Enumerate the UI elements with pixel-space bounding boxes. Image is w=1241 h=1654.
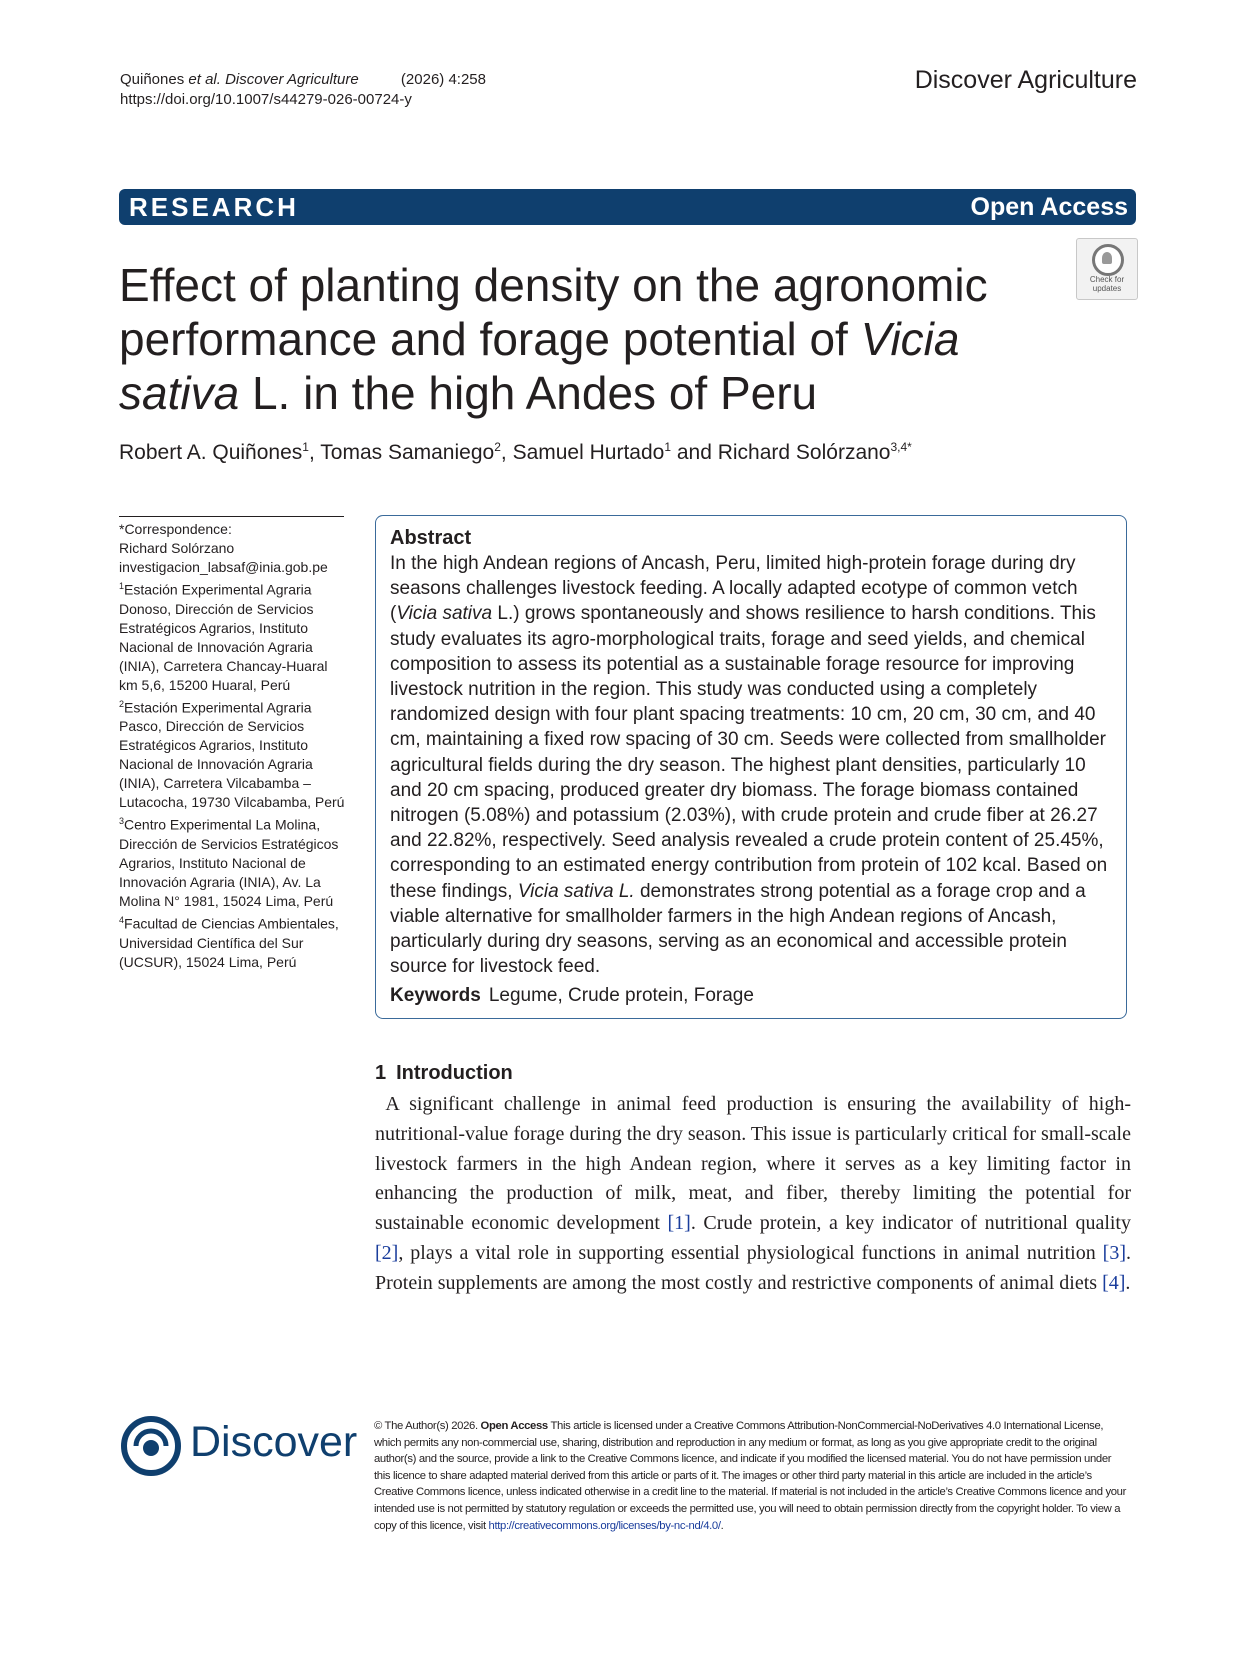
citation-line [120,70,486,90]
abstract-text-2: L.) grows spontaneously and shows resilience to harsh conditions. This study evaluates its agro-morphological traits, forage and seed yields, and chemical composition to assess its potential as a sustainable forage resource for improving livestock nutrition in the region. This study was conducted using a completely randomized design with four plant spacing treatments: 10 cm, 20 cm, 30 cm, and 40 cm, maintaining a fixed row spacing of 30 cm. Seeds were collected from smallholder agricultural fields during the dry season. The highest plant densities, particularly 10 and 20 cm spacing, produced greater dry biomass. The forage biomass contained nitrogen (5.08%) and potassium (2.03%), with crude protein and crude fiber at 26.27 and 22.82%, respectively. Seed analysis revealed a crude protein content of 25.45%, corresponding to an estimated energy contribution from protein of 102 kcal. Based on these findings, [390,603,1108,902]
research-label: RESEARCH [129,192,299,222]
affiliation-number: 4 [119,914,125,925]
affiliation-list [119,577,349,972]
abstract-box [375,515,1127,1019]
correspondence-label: *Correspondence: [119,521,232,537]
author-affiliation-marker: 1 [302,440,309,454]
author-affiliation-marker: 3,4* [890,440,912,454]
affiliation-item [119,812,349,911]
affiliation-item [119,695,349,813]
license-end: . [720,1519,724,1532]
check-updates-text [1077,275,1137,293]
affiliation-item [119,911,349,972]
author-separator: , [500,441,513,464]
abstract-text [390,551,1112,979]
license-body: This article is licensed under a Creative Commons Attribution-NonCommercial-NoDerivatives 4.0 International License, which permits any non-commercial use, sharing, distribution and reproduction in any medium or format, as long as you give appropriate credit to the original author(s) and the source, provide a link to the Creative Commons licence, and indicate if you modified the licensed material. You do not have permission under this licence to share adapted material derived from this article or parts of it. The images or other third party material in this article are included in the article’s Creative Commons licence, unless indicated otherwise in a credit line to the material. If material is not included in the article’s Creative Commons licence and your intended use is not permitted by statutory regulation or exceeds the permitted use, you will need to obtain permission directly from the copyright holder. To view a copy of this licence, visit [374,1420,1127,1532]
author-affiliation-marker: 2 [494,440,501,454]
license-notice [374,1418,1130,1534]
keywords-row [390,983,1112,1008]
open-access-label: Open Access [970,193,1128,221]
introduction-heading [375,1062,513,1085]
affiliation-number: 3 [119,816,125,827]
journal-name: Discover Agriculture [914,66,1137,94]
correspondence-affiliations [119,520,349,972]
check-for-updates-button[interactable] [1076,238,1138,300]
article-type-banner [119,189,1136,225]
article-title [119,258,1079,420]
sidebar-divider [119,516,344,517]
introduction-paragraph [375,1090,1131,1299]
abstract-text-3: demonstrates strong potential as a forage crop and a viable alternative for smallholder farmers in the high Andean regions of Ancash, particularly during dry seasons, serving as an economical and accessible protein source for livestock feed. [390,880,1086,978]
author-name[interactable]: Tomas Samaniego [320,441,495,464]
abstract-species-1: Vicia sativa [396,603,493,625]
journal-inline: Discover Agriculture [220,71,359,88]
citation-ref-2[interactable]: [2] [375,1241,399,1264]
citation-ref-4[interactable]: [4] [1102,1271,1126,1294]
section-number: 1 [375,1062,387,1084]
affiliation-text: Estación Experimental Agraria Pasco, Dirección de Servicios Estratégicos Agrarios, Instituto Nacional de Innovación Agraria (INIA), Carretera Vilcabamba – Lutacocha, 19730 Vilcabamba, Perú [119,699,345,811]
discover-logo [118,1410,358,1480]
intro-text-5: . [1125,1271,1131,1294]
section-title: Introduction [396,1062,513,1084]
author-name[interactable]: Robert A. Quiñones [119,441,303,464]
citation-ref-1[interactable]: [1] [667,1212,691,1235]
title-species: Vicia sativa [119,313,960,419]
author-name[interactable]: Richard Solórzano [717,441,891,464]
correspondence-email[interactable]: investigacion_labsaf@inia.gob.pe [119,559,328,575]
affiliation-text: Centro Experimental La Molina, Dirección de Servicios Estratégicos Agrarios, Instituto Nacional de Innovación Agraria (INIA), Av. La Molina N° 1981, 15024 Lima, Perú [119,816,339,909]
intro-text-1: A significant challenge in animal feed production is ensuring the availability of high-nutritional-value forage during the dry season. This issue is particularly critical for small-scale livestock farmers in the high Andean region, where it serves as a key limiting factor in enhancing the production of milk, meat, and fiber, thereby limiting the potential for sustainable economic development [375,1093,1131,1235]
citation-ref-3[interactable]: [3] [1102,1241,1126,1264]
keywords-label: Keywords [390,985,481,1007]
license-copyright: © The Author(s) 2026. [374,1420,481,1432]
abstract-text-1: In the high Andean regions of Ancash, Peru, limited high-protein forage during dry seasons challenges livestock feeding. A locally adapted ecotype of common vetch ( [390,553,1078,625]
license-open-access: Open Access [480,1420,548,1432]
correspondence-name: Richard Solórzano [119,540,235,556]
check-updates-line1: Check for [1089,275,1125,284]
title-part2: L. in the high Andes of Peru [239,367,818,419]
affiliation-text: Facultad de Ciencias Ambientales, Universidad Científica del Sur (UCSUR), 15024 Lima, Perú [119,915,339,970]
discover-logo-word: Discover [190,1418,358,1466]
running-header [120,70,486,110]
author-affiliation-marker: 1 [664,440,671,454]
affiliation-number: 1 [119,581,125,591]
affiliation-text: Estación Experimental Agraria Donoso, Dirección de Servicios Estratégicos Agrarios, Instituto Nacional de Innovación Agraria (INIA), Carretera Chancay-Huaral km 5,6, 15200 Huaral, Perú [119,581,328,693]
author-separator: and [671,441,718,464]
discover-logo-icon [118,1410,188,1480]
abstract-heading: Abstract [390,527,472,549]
doi-link[interactable]: https://doi.org/10.1007/s44279-026-00724-y [120,91,412,108]
intro-text-4: . Protein supplements are among the most costly and restrictive components of animal diets [375,1241,1131,1294]
title-part1: Effect of planting density on the agronomic performance and forage potential of [119,259,988,365]
abstract-species-2: Vicia sativa L. [517,880,635,902]
author-short: Quiñones [120,71,189,88]
keywords-list: Legume, Crude protein, Forage [488,985,754,1007]
intro-text-2: . Crude protein, a key indicator of nutritional quality [690,1212,1131,1235]
author-list [119,440,912,465]
intro-text-3: , plays a vital role in supporting essential physiological functions in animal nutrition [398,1241,1103,1264]
affiliation-number: 2 [119,698,125,709]
year-volume: (2026) 4:258 [400,71,486,88]
et-al: et al. [188,71,221,88]
author-separator: , [308,441,321,464]
crossmark-icon [1092,244,1124,276]
affiliation-item [119,577,349,695]
check-updates-line2: updates [1092,284,1122,293]
license-link[interactable]: http://creativecommons.org/licenses/by-nc-nd/4.0/ [488,1519,721,1532]
author-name[interactable]: Samuel Hurtado [512,441,665,464]
